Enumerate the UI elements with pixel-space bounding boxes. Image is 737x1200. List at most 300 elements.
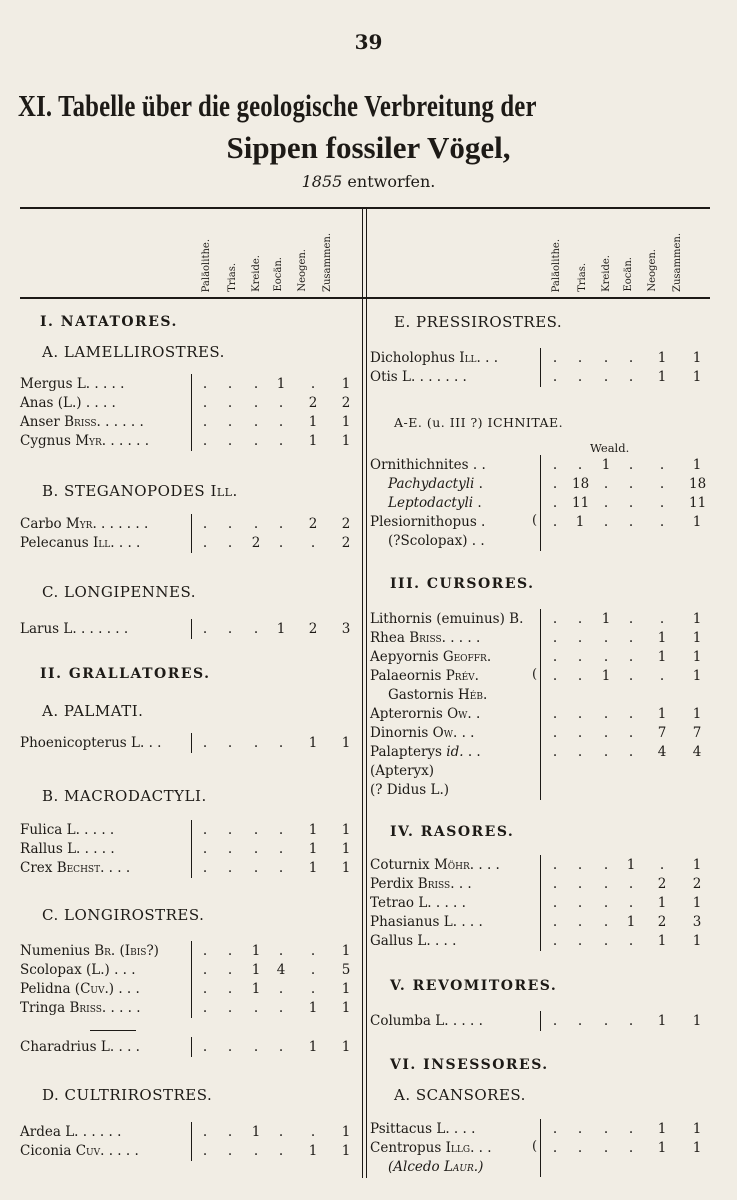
cell-dot-kre: .: [603, 706, 609, 722]
table-row: [370, 649, 491, 665]
table-row: [388, 533, 485, 549]
genus-name: Cygnus: [20, 433, 71, 449]
table-row: [20, 376, 124, 392]
cell-value-kre: 2: [251, 535, 261, 551]
brace-mark: (: [532, 513, 538, 528]
row-column-rule: [191, 533, 192, 553]
table-row: [20, 433, 149, 449]
cell-dot-eoc: .: [278, 516, 284, 532]
genus-name: Phasianus: [370, 914, 440, 930]
cell-value-kre: 1: [251, 962, 261, 978]
cell-value-zus: 1: [692, 1140, 702, 1156]
cell-dot-tri: .: [577, 914, 583, 930]
table-row: [20, 1124, 121, 1140]
genus-author: Myr.: [75, 433, 107, 449]
cell-dot-tri: .: [227, 841, 233, 857]
cell-dot-eoc: .: [628, 514, 634, 530]
column-header-right-5: [672, 212, 688, 298]
leader-dots: . . . . . .: [419, 369, 467, 385]
cell-dot-tri: .: [577, 1140, 583, 1156]
column-label: Kreide.: [251, 255, 262, 292]
table-row: [370, 457, 486, 473]
column-label: Paläolithe.: [201, 238, 212, 292]
table-row: [388, 495, 482, 511]
row-column-rule: [540, 367, 541, 387]
cell-dot-eoc: .: [628, 350, 634, 366]
row-column-rule: [191, 998, 192, 1018]
cell-value-neo: 1: [308, 1000, 318, 1016]
cell-dot-eoc: .: [628, 895, 634, 911]
cell-dot-kre: .: [253, 841, 259, 857]
cell-dot-pal: .: [552, 476, 558, 492]
cell-dot-neo: .: [659, 611, 665, 627]
column-label: Neogen.: [297, 249, 308, 292]
cell-dot-tri: .: [227, 535, 233, 551]
cell-value-eoc: 4: [276, 962, 286, 978]
leader-dots: . . .: [118, 535, 141, 551]
column-label: Eocän.: [273, 257, 284, 292]
genus-author: Briss.: [409, 630, 446, 646]
column-label: Eocän.: [623, 257, 634, 292]
cell-value-neo: 1: [657, 1013, 667, 1029]
cell-dot-pal: .: [202, 395, 208, 411]
table-row: [20, 860, 130, 876]
cell-value-zus: 18: [689, 476, 707, 492]
cell-value-zus: 1: [341, 981, 351, 997]
cell-value-neo: 1: [657, 649, 667, 665]
table-row: [20, 735, 161, 751]
family-heading: [42, 702, 143, 720]
genus-name: Coturnix: [370, 857, 430, 873]
row-column-rule: [540, 609, 541, 629]
table-row: [388, 687, 487, 703]
cell-dot-pal: .: [202, 621, 208, 637]
table-row: [370, 1140, 492, 1156]
genus-author: Héb.: [458, 687, 488, 703]
cell-dot-eoc: .: [278, 433, 284, 449]
cell-dot-tri: .: [577, 895, 583, 911]
leader-dots: . .: [458, 876, 472, 892]
cell-dot-pal: .: [202, 1000, 208, 1016]
cell-dot-tri: .: [227, 516, 233, 532]
cell-dot-kre: .: [253, 1039, 259, 1055]
family-name: D. CULTRIROSTRES.: [42, 1086, 213, 1104]
genus-name: Aepyornis: [370, 649, 439, 665]
cell-dot-kre: .: [603, 1121, 609, 1137]
column-header-left-2: [251, 212, 267, 298]
table-row: [388, 1159, 483, 1175]
cell-value-zus: 1: [341, 860, 351, 876]
genus-name: Gallus: [370, 933, 414, 949]
cell-dot-neo: .: [310, 535, 316, 551]
genus-name: Gastornis: [388, 687, 454, 703]
cell-dot-eoc: .: [628, 706, 634, 722]
cell-dot-eoc: .: [278, 395, 284, 411]
column-header-left-5: [322, 212, 338, 298]
cell-dot-eoc: .: [278, 1124, 284, 1140]
cell-dot-tri: .: [227, 981, 233, 997]
leader-dots: . .: [467, 744, 481, 760]
cell-dot-tri: .: [577, 1121, 583, 1137]
cell-value-eoc: 1: [276, 621, 286, 637]
cell-value-zus: 1: [341, 414, 351, 430]
row-column-rule: [540, 893, 541, 913]
cell-value-neo: 1: [308, 735, 318, 751]
genus-name: (Apteryx): [370, 763, 435, 779]
cell-value-neo: 2: [657, 876, 667, 892]
genus-name: Numenius: [20, 943, 90, 959]
family-name: E. PRESSIROSTRES.: [394, 313, 563, 331]
cell-dot-tri: .: [227, 943, 233, 959]
table-row: [20, 1039, 140, 1055]
cell-dot-pal: .: [202, 516, 208, 532]
cell-value-zus: 1: [341, 376, 351, 392]
cell-value-neo: 1: [657, 1121, 667, 1137]
leader-dots: . . . . .: [82, 1124, 122, 1140]
column-label: Paläolithe.: [551, 238, 562, 292]
genus-name: (? Didus L.): [370, 782, 450, 798]
genus-name: Fulica: [20, 822, 63, 838]
cell-dot-kre: .: [603, 1013, 609, 1029]
cell-dot-pal: .: [552, 1140, 558, 1156]
genus-name: Palaeornis: [370, 668, 442, 684]
cell-dot-eoc: .: [278, 1000, 284, 1016]
column-header-left-1: [227, 212, 243, 298]
family-name: C. LONGIPENNES.: [42, 583, 197, 601]
cell-value-zus: 1: [692, 1121, 702, 1137]
cell-value-eoc: 1: [626, 914, 636, 930]
genus-author: Geoffr.: [442, 649, 492, 665]
cell-dot-kre: .: [253, 516, 259, 532]
cell-dot-neo: .: [659, 514, 665, 530]
row-column-rule: [540, 855, 541, 875]
genus-author: L.: [63, 621, 77, 637]
family-heading: [42, 1086, 212, 1104]
genus-author: Myr.: [65, 516, 97, 532]
cell-dot-neo: .: [659, 476, 665, 492]
cell-dot-eoc: .: [278, 1143, 284, 1159]
table-row: [370, 782, 449, 798]
cell-dot-kre: .: [253, 1143, 259, 1159]
table-row: [20, 822, 114, 838]
cell-value-zus: 1: [692, 630, 702, 646]
cell-dot-pal: .: [202, 943, 208, 959]
leader-dots: . .: [485, 350, 498, 366]
cell-dot-pal: .: [202, 1039, 208, 1055]
leader-dots: . . . . .: [110, 433, 149, 449]
cell-value-zus: 4: [692, 744, 702, 760]
genus-name: Columba: [370, 1013, 431, 1029]
leader-dots: . . .: [108, 860, 131, 876]
cell-value-zus: 1: [692, 350, 702, 366]
genus-name: Lithornis (emuinus): [370, 611, 505, 627]
cell-dot-tri: .: [577, 744, 583, 760]
cell-value-zus: 2: [341, 516, 351, 532]
table-row: [370, 914, 483, 930]
center-divider-left: [362, 208, 363, 1178]
leader-dots: . . .: [118, 1039, 140, 1055]
leader-dots: . . . .: [110, 1000, 141, 1016]
family-heading: [42, 906, 204, 924]
row-column-rule: [191, 820, 192, 840]
row-column-rule: [540, 761, 541, 781]
column-header-left-4: [297, 212, 313, 298]
cell-value-zus: 1: [692, 369, 702, 385]
cell-dot-eoc: .: [278, 535, 284, 551]
family-heading: [42, 343, 225, 361]
genus-name: (Alcedo: [388, 1159, 440, 1175]
genus-name: Plesiornithopus: [370, 514, 477, 530]
cell-dot-tri: .: [577, 706, 583, 722]
leader-dots: . . . .: [84, 841, 115, 857]
family-name: C. LONGIROSTRES.: [42, 906, 205, 924]
cell-dot-pal: .: [552, 895, 558, 911]
cell-dot-kre: .: [603, 744, 609, 760]
leader-dots: .: [481, 514, 486, 530]
genus-name: Tetrao: [370, 895, 415, 911]
leader-dots: . . . .: [108, 1143, 139, 1159]
order-heading: III. CURSORES.: [390, 576, 535, 592]
leader-dots: . .: [478, 1140, 492, 1156]
genus-author: Prév.: [445, 668, 479, 684]
genus-author: Bechst.: [56, 860, 105, 876]
cell-value-neo: 1: [308, 860, 318, 876]
row-column-rule: [540, 1119, 541, 1139]
cell-value-zus: 1: [341, 1039, 351, 1055]
family-author: Ill.: [210, 482, 238, 500]
cell-value-zus: 1: [341, 735, 351, 751]
cell-value-zus: 1: [341, 822, 351, 838]
cell-value-zus: 5: [341, 962, 351, 978]
cell-value-neo: 1: [308, 433, 318, 449]
leader-dots: . .: [148, 735, 162, 751]
cell-dot-kre: .: [603, 514, 609, 530]
cell-dot-tri: .: [227, 376, 233, 392]
order-heading: VI. INSESSORES.: [390, 1057, 549, 1073]
cell-value-neo: 1: [308, 1039, 318, 1055]
cell-dot-tri: .: [227, 1143, 233, 1159]
cell-dot-pal: .: [202, 414, 208, 430]
row-column-rule: [191, 979, 192, 999]
genus-author: Ow.: [447, 706, 472, 722]
cell-value-zus: 3: [341, 621, 351, 637]
cell-value-kre: 1: [251, 1124, 261, 1140]
genus-name: Phoenicopterus: [20, 735, 127, 751]
family-name: A. LAMELLIROSTRES.: [42, 343, 225, 361]
cell-dot-eoc: .: [278, 735, 284, 751]
row-column-rule: [191, 1037, 192, 1057]
cell-value-neo: 2: [308, 395, 318, 411]
cell-dot-kre: .: [603, 350, 609, 366]
table-row: [20, 981, 140, 997]
row-column-rule: [540, 912, 541, 932]
page-number: 39: [354, 30, 383, 54]
cell-value-neo: 1: [657, 630, 667, 646]
charadrius-rule: [90, 1030, 136, 1031]
cell-dot-pal: .: [202, 841, 208, 857]
cell-dot-pal: .: [552, 744, 558, 760]
family-heading: [394, 415, 563, 430]
cell-dot-eoc: .: [278, 860, 284, 876]
family-heading: [42, 787, 207, 805]
cell-dot-tri: .: [227, 1039, 233, 1055]
center-divider-right: [366, 208, 367, 1178]
cell-dot-tri: .: [577, 933, 583, 949]
genus-name: Centropus: [370, 1140, 442, 1156]
genus-author: L.: [67, 841, 81, 857]
genus-name: Anser: [20, 414, 60, 430]
genus-author: (Cuv.): [74, 981, 115, 997]
leader-dots: . .: [461, 725, 475, 741]
cell-value-neo: 1: [308, 822, 318, 838]
row-column-rule: [540, 1011, 541, 1031]
genus-name: Ciconia: [20, 1143, 72, 1159]
genus-author: Illg.: [445, 1140, 475, 1156]
genus-author: L.: [443, 914, 458, 930]
genus-author: L.: [131, 735, 145, 751]
table-row: [370, 895, 466, 911]
family-heading: [42, 583, 196, 601]
family-name: A. PALMATI.: [42, 702, 144, 720]
cell-dot-pal: .: [552, 876, 558, 892]
row-column-rule: [191, 1141, 192, 1161]
cell-dot-kre: .: [253, 414, 259, 430]
genus-name: Ornithichnites: [370, 457, 469, 473]
column-header-right-1: [577, 212, 593, 298]
row-column-rule: [540, 628, 541, 648]
cell-dot-tri: .: [577, 630, 583, 646]
cell-value-kre: 1: [601, 668, 611, 684]
row-column-rule: [191, 1122, 192, 1142]
cell-dot-eoc: .: [278, 841, 284, 857]
cell-value-zus: 2: [341, 395, 351, 411]
cell-value-neo: 2: [657, 914, 667, 930]
row-column-rule: [191, 619, 192, 639]
cell-dot-eoc: .: [628, 1140, 634, 1156]
table-row: [370, 857, 500, 873]
row-column-rule: [191, 393, 192, 413]
cell-dot-eoc: .: [628, 1121, 634, 1137]
cell-dot-tri: .: [577, 649, 583, 665]
order-heading: II. GRALLATORES.: [40, 666, 211, 682]
table-row: [370, 350, 498, 366]
cell-value-zus: 3: [692, 914, 702, 930]
leader-dots: . . . .: [435, 895, 466, 911]
table-row: [370, 514, 485, 530]
cell-dot-neo: .: [659, 857, 665, 873]
column-label: Zusammen.: [672, 233, 683, 292]
genus-name: Pelidna: [20, 981, 71, 997]
table-row: [370, 706, 480, 722]
cell-dot-kre: .: [253, 376, 259, 392]
table-row: [20, 414, 144, 430]
row-column-rule: [540, 685, 541, 705]
order-heading: I. NATATORES.: [40, 314, 178, 330]
brace-mark: (: [532, 667, 538, 682]
row-column-rule: [191, 941, 192, 961]
cell-dot-tri: .: [577, 876, 583, 892]
cell-dot-pal: .: [552, 495, 558, 511]
cell-dot-tri: .: [227, 735, 233, 751]
leader-dots: . . . .: [452, 1013, 483, 1029]
leader-dots: . . .: [478, 857, 500, 873]
genus-author: L.: [435, 1013, 449, 1029]
leader-dots: . . . .: [94, 376, 125, 392]
table-row: [20, 943, 159, 959]
row-column-rule: [540, 666, 541, 686]
table-row: [370, 630, 480, 646]
cell-dot-pal: .: [552, 350, 558, 366]
brace-mark: (: [532, 1139, 538, 1154]
genus-author: L.: [418, 895, 432, 911]
cell-value-neo: 1: [657, 350, 667, 366]
row-column-rule: [191, 374, 192, 394]
cell-dot-kre: .: [603, 933, 609, 949]
cell-value-neo: 1: [308, 414, 318, 430]
cell-dot-kre: .: [603, 914, 609, 930]
cell-value-kre: 1: [251, 943, 261, 959]
row-column-rule: [191, 839, 192, 859]
top-rule: [20, 207, 710, 209]
table-row: [20, 1000, 141, 1016]
leader-dots: . . .: [453, 1121, 476, 1137]
cell-dot-tri: .: [227, 822, 233, 838]
row-column-rule: [540, 512, 541, 532]
leader-dots: . . . . . .: [101, 516, 149, 532]
row-column-rule: [540, 1138, 541, 1158]
cell-dot-pal: .: [202, 981, 208, 997]
table-row: [370, 725, 474, 741]
cell-value-zus: 1: [341, 1143, 351, 1159]
cell-dot-tri: .: [227, 860, 233, 876]
cell-value-neo: 7: [657, 725, 667, 741]
cell-dot-neo: .: [310, 962, 316, 978]
cell-dot-kre: .: [603, 476, 609, 492]
leader-dots: . . .: [434, 933, 457, 949]
cell-dot-kre: .: [253, 1000, 259, 1016]
cell-value-eoc: 1: [276, 376, 286, 392]
genus-name: Apterornis: [370, 706, 443, 722]
cell-dot-tri: .: [227, 1000, 233, 1016]
table-row: [20, 962, 136, 978]
table-row: [370, 876, 472, 892]
cell-value-zus: 7: [692, 725, 702, 741]
cell-dot-kre: .: [253, 433, 259, 449]
cell-dot-tri: .: [227, 414, 233, 430]
cell-dot-pal: .: [202, 535, 208, 551]
table-row: [20, 1143, 139, 1159]
cell-dot-tri: .: [227, 621, 233, 637]
genus-author: id.: [446, 744, 464, 760]
genus-author: Cuv.: [75, 1143, 105, 1159]
column-label: Kreide.: [601, 255, 612, 292]
cell-dot-eoc: .: [628, 744, 634, 760]
cell-value-neo: 1: [657, 1140, 667, 1156]
row-column-rule: [540, 742, 541, 762]
cell-value-neo: 1: [308, 841, 318, 857]
cell-value-eoc: 1: [626, 857, 636, 873]
cell-dot-eoc: .: [278, 1039, 284, 1055]
genus-author: L.: [436, 1121, 450, 1137]
cell-dot-tri: .: [577, 611, 583, 627]
genus-name: Rhea: [370, 630, 405, 646]
table-row: [370, 1013, 483, 1029]
genus-author: L.: [66, 822, 80, 838]
table-row: [370, 668, 479, 684]
row-column-rule: [540, 723, 541, 743]
cell-dot-pal: .: [552, 649, 558, 665]
family-name: B. MACRODACTYLI.: [42, 787, 207, 805]
